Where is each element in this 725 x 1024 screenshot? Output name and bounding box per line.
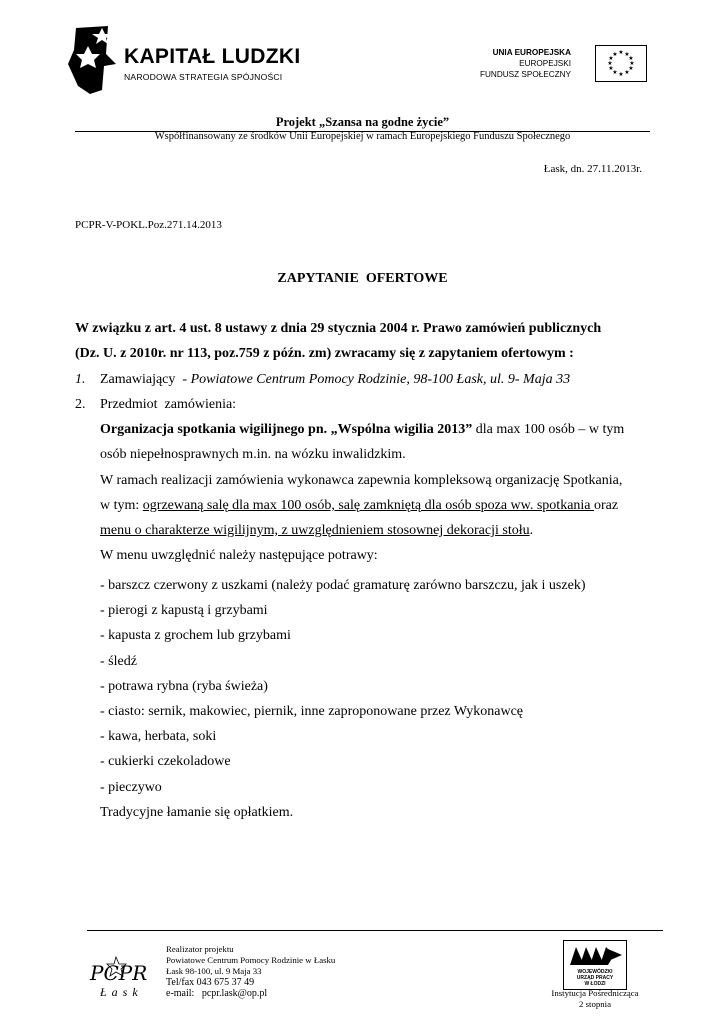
paragraph2-underlined: ogrzewaną salę dla max 100 osób, salę zamkniętą dla osób spoza ww. spotkania <box>142 498 595 513</box>
footer-divider <box>87 930 663 931</box>
svg-text:★: ★ <box>608 55 614 62</box>
list-item: - pierogi z kapustą i grzybami <box>100 603 268 619</box>
kapital-ludzki-emblem-icon <box>62 24 120 96</box>
svg-text:★: ★ <box>612 69 618 76</box>
eu-line2: EUROPEJSKI <box>519 59 571 68</box>
footer-phone: Tel/fax 043 675 37 49 <box>166 977 255 988</box>
footer-realizator <box>166 944 335 977</box>
wup-arrows-icon <box>564 943 626 969</box>
svg-text:★: ★ <box>607 60 613 67</box>
svg-text:★: ★ <box>624 69 630 76</box>
item1-label: Zamawiający - <box>100 372 191 387</box>
svg-text:★: ★ <box>618 49 624 56</box>
svg-text:★: ★ <box>629 60 635 67</box>
footer-line-1: Realizator projektu <box>166 944 234 954</box>
menu-intro: W menu uwzględnić należy następujące potrawy: <box>100 548 378 563</box>
pcpr-logo-sub: Łask <box>100 985 143 999</box>
paragraph1-line2: osób niepełnosprawnych m.in. na wózku inwalidzkim. <box>100 447 406 462</box>
paragraph2-line2 <box>100 498 618 514</box>
pcpr-logo-text: PCPR <box>90 961 148 985</box>
paragraph2-prefix: w tym: <box>100 498 143 513</box>
reference-number: PCPR-V-POKL.Poz.271.14.2013 <box>75 219 222 231</box>
paragraph1-rest: dla max 100 osób – w tym <box>472 422 625 437</box>
footer-line-2: Powiatowe Centrum Pomocy Rodzinie w Łasku <box>166 955 336 965</box>
eu-logo-text <box>440 47 571 80</box>
logo-subtitle: NARODOWA STRATEGIA SPÓJNOŚCI <box>124 72 283 82</box>
footer-right-1: Instytucja Pośrednicząca <box>551 988 639 998</box>
list-item: - ciasto: sernik, makowiec, piernik, inne zaproponowane przez Wykonawcę <box>100 704 524 720</box>
list-item: - cukierki czekoladowe <box>100 754 231 770</box>
kapital-ludzki-logo <box>62 24 302 96</box>
svg-text:★: ★ <box>624 51 630 58</box>
footer-contact <box>166 977 267 999</box>
item1-row <box>100 372 570 388</box>
closing-line: Tradycyjne łamanie się opłatkiem. <box>100 804 294 820</box>
footer-email: e-mail: pcpr.lask@op.pl <box>166 988 268 999</box>
paragraph2-suffix: oraz <box>594 498 619 513</box>
list-item: - pieczywo <box>100 779 162 795</box>
list-item: - potrawa rybna (ryba świeża) <box>100 678 268 694</box>
svg-text:★: ★ <box>628 55 634 62</box>
item1-value: Powiatowe Centrum Pomocy Rodzinie, 98-100 Łask, ul. 9- Maja 33 <box>190 372 571 387</box>
footer-right-2: 2 stopnia <box>578 999 611 1009</box>
wup-text-3: W ŁODZI <box>584 981 606 987</box>
svg-text:★: ★ <box>612 51 618 58</box>
document-title: ZAPYTANIE OFERTOWE <box>277 271 448 286</box>
project-title: Projekt „Szansa na godne życie” <box>275 115 450 129</box>
eu-flag-icon <box>595 45 647 82</box>
footer-line-3: Łask 98-100, ul. 9 Maja 33 <box>166 966 262 976</box>
intro-line-2: (Dz. U. z 2010r. nr 113, poz.759 z późn. zm) zwracamy się z zapytaniem ofertowym : <box>75 346 574 361</box>
project-subtitle: Współfinansowany ze środków Unii Europejskiej w ramach Europejskiego Funduszu Społecznego <box>154 131 571 142</box>
wup-text <box>564 969 626 987</box>
list-item: - kawa, herbata, soki <box>100 729 217 745</box>
eu-line1: UNIA EUROPEJSKA <box>492 48 571 57</box>
eu-line3: FUNDUSZ SPOŁECZNY <box>480 70 571 79</box>
svg-text:★: ★ <box>618 71 624 78</box>
list-item: - barszcz czerwony z uszkami (należy podać gramaturę zarówno barszczu, jak i uszek) <box>100 578 586 593</box>
intro-line-1: W związku z art. 4 ust. 8 ustawy z dnia 29 stycznia 2004 r. Prawo zamówień publicznych <box>75 321 602 336</box>
svg-text:★: ★ <box>628 65 634 72</box>
list-item: - kapusta z grochem lub grzybami <box>100 628 291 644</box>
item2-number: 2. <box>75 397 86 412</box>
item2-label: Przedmiot zamówienia: <box>100 397 237 412</box>
event-name: Organizacja spotkania wigilijnego pn. „Wspólna wigilia 2013” <box>100 422 473 437</box>
paragraph2-menu-underlined: menu o charakterze wigilijnym, z uwzględnieniem stosownej dekoracji stołu <box>100 523 530 538</box>
wup-text-2: URZĄD PRACY <box>576 975 614 981</box>
logo-title: KAPITAŁ LUDZKI <box>124 45 301 68</box>
wup-text-1: WOJEWÓDZKI <box>577 969 613 975</box>
wup-logo <box>563 940 627 990</box>
place-date: Łask, dn. 27.11.2013r. <box>543 163 642 175</box>
paragraph2-line1: W ramach realizacji zamówienia wykonawca zapewnia kompleksową organizację Spotkania, <box>100 473 623 488</box>
list-item: - śledź <box>100 653 137 669</box>
footer-institution <box>540 988 650 1010</box>
menu-list <box>100 573 585 825</box>
item1-number: 1. <box>75 372 86 387</box>
paragraph2-line3 <box>100 523 533 539</box>
paragraph2-period: . <box>529 523 534 538</box>
pcpr-logo <box>86 955 156 1007</box>
svg-text:★: ★ <box>608 65 614 72</box>
paragraph1-line1 <box>100 422 624 438</box>
